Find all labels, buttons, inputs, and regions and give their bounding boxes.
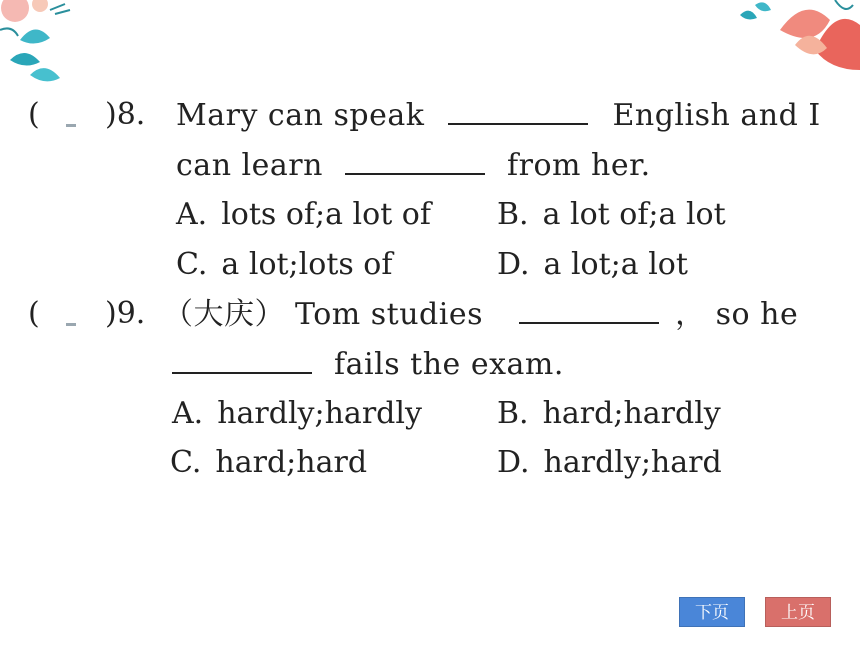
stem-text: ， so he (675, 297, 799, 332)
option-c: C. hard;hard (170, 445, 368, 480)
question-stem-line (172, 344, 564, 385)
fill-blank (448, 95, 588, 125)
stem-text: fails the exam. (334, 347, 564, 382)
option-a: A. hardly;hardly (172, 396, 422, 431)
question-stem-line (163, 294, 798, 335)
stem-text: Tom studies (295, 297, 483, 332)
floral-decoration-top-left (0, 0, 80, 95)
question-stem-line (176, 95, 821, 136)
floral-decoration-top-right (735, 0, 860, 70)
question-source: （大庆） (163, 297, 285, 332)
answer-paren-open: ( (28, 97, 40, 132)
stem-text: English and I (612, 98, 821, 133)
next-page-button[interactable]: 下页 (679, 597, 745, 627)
option-d: D. hardly;hard (497, 445, 722, 480)
stem-text: Mary can speak (176, 98, 425, 133)
question-number: )8. (105, 97, 146, 132)
fill-blank (345, 145, 485, 175)
stem-text: can learn (176, 148, 323, 183)
fill-blank (172, 344, 312, 374)
answer-blank[interactable] (66, 323, 76, 326)
option-d: D. a lot;a lot (497, 247, 688, 282)
option-a: A. lots of;a lot of (176, 197, 431, 232)
question-stem-line (176, 145, 651, 186)
answer-paren-open: ( (28, 296, 40, 331)
option-b: B. a lot of;a lot (497, 197, 726, 232)
previous-page-button[interactable]: 上页 (765, 597, 831, 627)
fill-blank (519, 294, 659, 324)
option-c: C. a lot;lots of (176, 247, 393, 282)
question-number: )9. (105, 296, 146, 331)
answer-blank[interactable] (66, 124, 76, 127)
stem-text: from her. (507, 148, 651, 183)
option-b: B. hard;hardly (497, 396, 721, 431)
